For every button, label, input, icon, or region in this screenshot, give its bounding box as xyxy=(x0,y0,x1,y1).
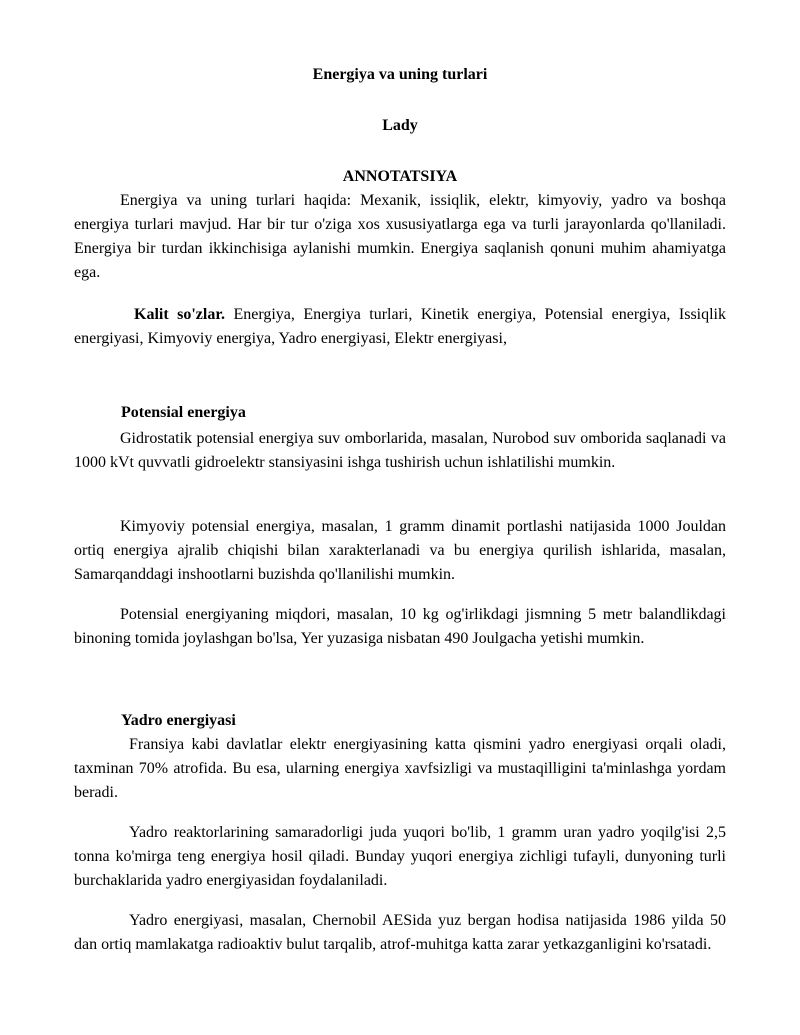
section-heading-yadro: Yadro energiyasi xyxy=(121,712,236,729)
paragraph-yadro-3: Yadro energiyasi, masalan, Chernobil AESida yuz bergan hodisa natijasida 1986 yilda 50 dan ortiq mamlakatga radioaktiv bulut tarqalib, atrof-muhitga katta zarar yetkazganligini ko'rsatadi. xyxy=(74,912,726,953)
keywords-paragraph xyxy=(74,303,726,351)
paragraph-potensial-2: Kimyoviy potensial energiya, masalan, 1 gramm dinamit portlashi natijasida 1000 Jouldan ortiq energiya ajralib chiqishi bilan xarakterlanadi va bu energiya qurilish ishlarida, masalan, Samarqanddagi inshootlarni buzishda qo'llanilishi mumkin. xyxy=(74,518,726,583)
paragraph-yadro-2: Yadro reaktorlarining samaradorligi juda yuqori bo'lib, 1 gramm uran yadro yoqilg'isi 2,5 tonna ko'mirga teng energiya hosil qiladi. Bunday yuqori energiya zichligi tufayli, dunyoning turli burchaklarida yadro energiyasidan foydalaniladi. xyxy=(74,824,726,889)
keywords-text: Energiya, Energiya turlari, Kinetik energiya, Potensial energiya, Issiqlik energiyasi, Kimyoviy energiya, Yadro energiyasi, Elektr energiyasi, xyxy=(74,306,727,347)
document-title: Energiya va uning turlari xyxy=(312,66,488,83)
paragraph-potensial-3: Potensial energiyaning miqdori, masalan, 10 kg og'irlikdagi jismning 5 metr balandlikdagi binoning tomida joylashgan bo'lsa, Yer yuzasiga nisbatan 490 Joulgacha yetishi mumkin. xyxy=(74,606,726,647)
paragraph-potensial-1: Gidrostatik potensial energiya suv omborlarida, masalan, Nurobod suv omborida saqlanadi va 1000 kVt quvvatli gidroelektr stansiyasini ishga tushirish uchun ishlatilishi mumkin. xyxy=(74,430,726,471)
annotation-paragraph: Energiya va uning turlari haqida: Mexanik, issiqlik, elektr, kimyoviy, yadro va boshqa energiya turlari mavjud. Har bir tur o'ziga xos xususiyatlarga ega va turli jarayonlarda qo'llaniladi. Energiya bir turdan ikkinchisiga aylanishi mumkin. Energiya saqlanish qonuni muhim ahamiyatga ega. xyxy=(74,192,726,281)
keywords-label: Kalit so'zlar. xyxy=(134,306,225,323)
paragraph-yadro-1: Fransiya kabi davlatlar elektr energiyasining katta qismini yadro energiyasi orqali oladi, taxminan 70% atrofida. Bu esa, ularning energiya xavfsizligi va mustaqilligini ta'minlashga yordam beradi. xyxy=(74,736,726,801)
section-heading-potensial: Potensial energiya xyxy=(121,404,246,421)
annotation-heading: ANNOTATSIYA xyxy=(342,168,458,185)
document-author: Lady xyxy=(382,117,418,134)
